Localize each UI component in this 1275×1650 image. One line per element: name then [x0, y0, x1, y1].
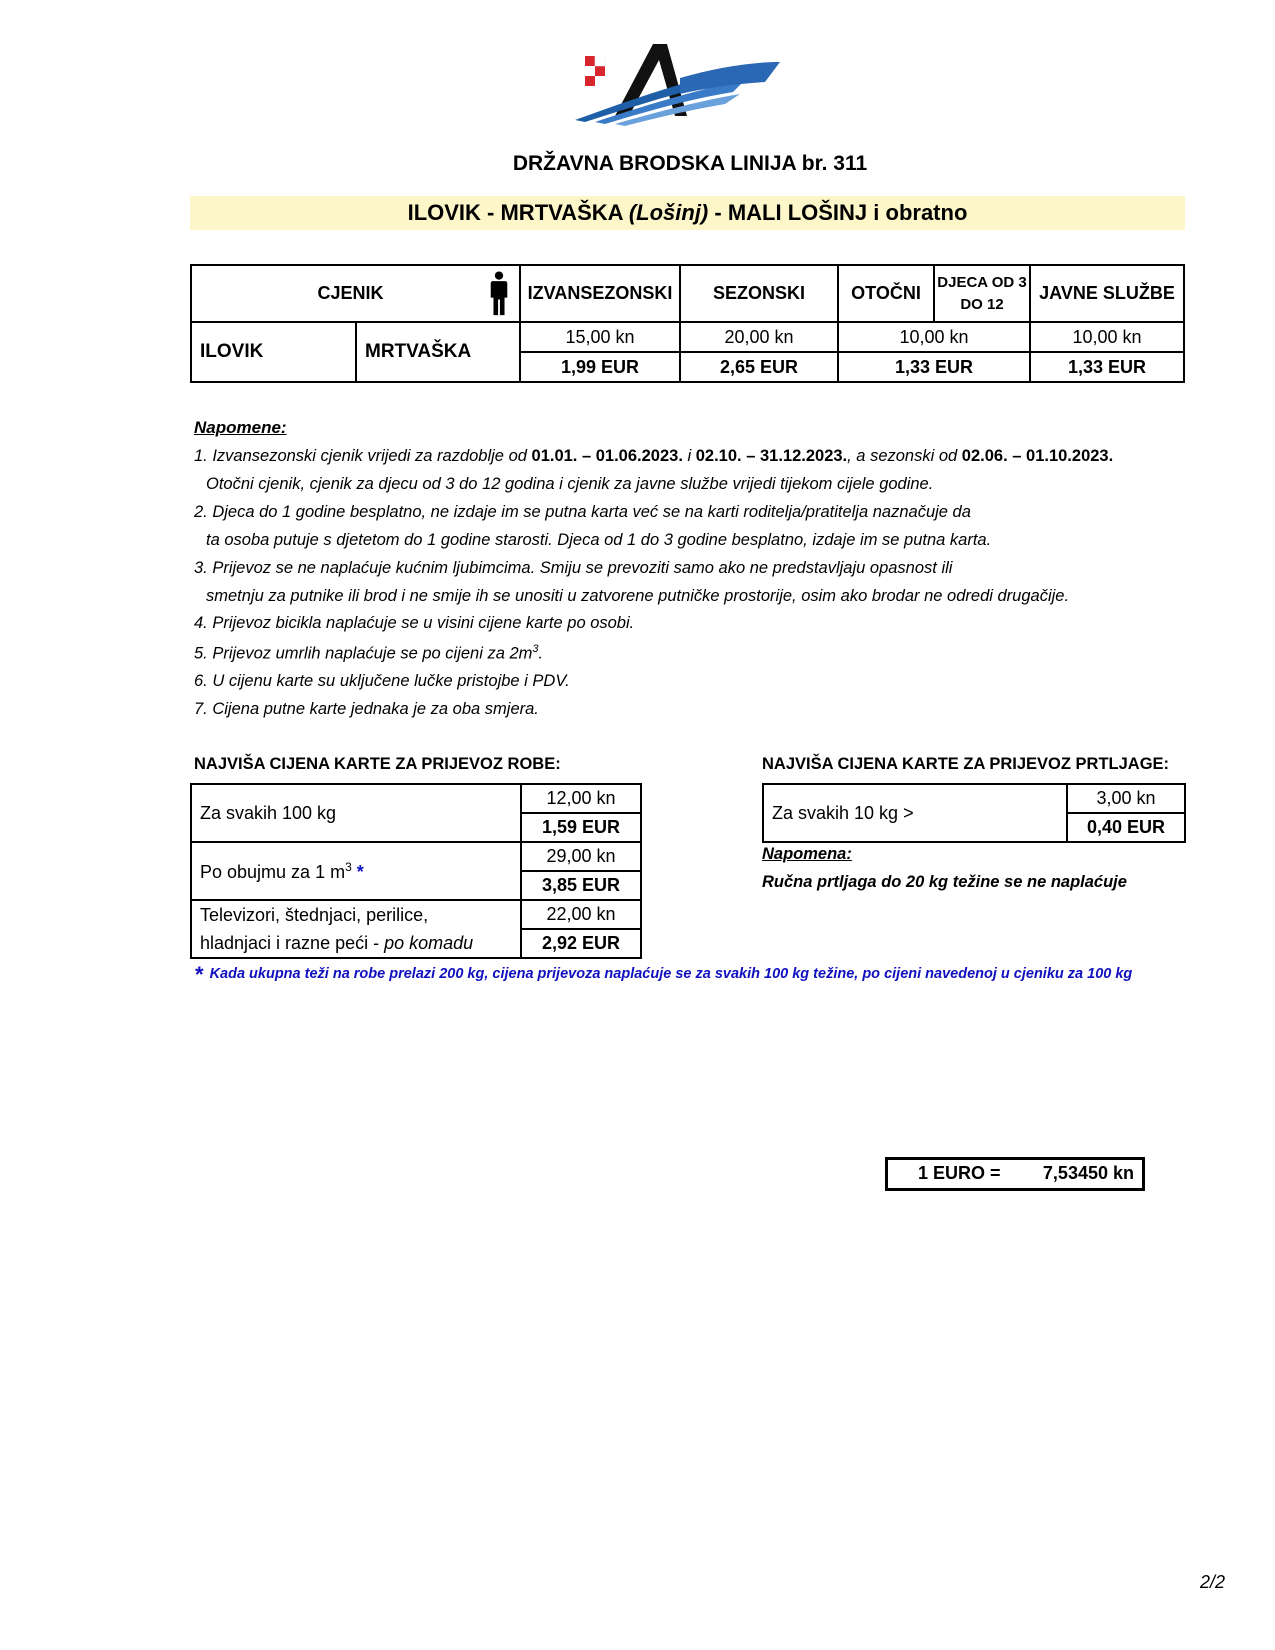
price-row-kn: [191, 322, 1184, 352]
goods-row-2-text: Po obujmu za 1 m: [200, 861, 346, 882]
footnote-text: Kada ukupna teži na robe prelazi 200 kg, cijena prijevoza naplaćuje se za svakih 100 kg težine, po cijeni navedenoj u cjeniku za 100 kg: [209, 966, 1133, 982]
goods-row-3: [191, 900, 641, 929]
note-1a: [194, 447, 1113, 466]
note-4: 4. Prijevoz bicikla naplaćuje se u visini cijene karte po osobi.: [194, 614, 635, 632]
price-eur-javne: 1,33 EUR: [1030, 352, 1184, 382]
from-port: ILOVIK: [191, 322, 356, 382]
goods-row-3-text-b: hladnjaci i razne peći -: [200, 932, 385, 953]
note-5-text: 5. Prijevoz umrlih naplaćuje se po cijeni za 2m: [194, 644, 533, 663]
note-1a-mid2: , a sezonski od: [847, 447, 962, 465]
note-3b: smetnju za putnike ili brod i ne smije ih se unositi u zatvorene putničke prostorije, osim ako brodar ne odredi drugačije.: [206, 587, 1070, 605]
col-otocni: OTOČNI: [838, 265, 934, 322]
col-sezonski: SEZONSKI: [680, 265, 838, 322]
luggage-row-1-eur: 0,40 EUR: [1067, 813, 1185, 842]
goods-row-2-label: [191, 842, 521, 900]
route-title: [190, 197, 1185, 229]
cjenik-cell: [191, 265, 520, 322]
ship-logo: [575, 38, 785, 128]
note-1a-mid: i: [682, 447, 696, 465]
note-1a-text: 1. Izvansezonski cjenik vrijedi za razdoblje od: [194, 447, 532, 465]
note-5: 5. Prijevoz umrlih naplaćuje se po cijeni za $2m^3$.: [194, 643, 544, 663]
page-number: 2/2: [1200, 1572, 1226, 1592]
notes-title: Napomene:: [194, 418, 287, 437]
col-javne-sluzbe: JAVNE SLUŽBE: [1030, 265, 1184, 322]
goods-row-3-text-c: po komadu: [384, 932, 474, 953]
to-port: MRTVAŠKA: [356, 322, 520, 382]
footnote-star: *: [195, 962, 204, 987]
cjenik-label: CJENIK: [317, 283, 384, 303]
note-6: 6. U cijenu karte su uključene lučke pristojbe i PDV.: [194, 672, 570, 690]
col-djeca: DJECA OD 3 DO 12: [934, 265, 1030, 322]
exchange-value: 7,53450 kn: [1042, 1163, 1134, 1183]
price-kn-sezonski: 20,00 kn: [680, 322, 838, 352]
luggage-row-1-kn: 3,00 kn: [1067, 784, 1185, 813]
footnote: [195, 958, 1133, 987]
price-table: [190, 264, 1185, 383]
note-1a-date3: 02.06. – 01.10.2023.: [961, 447, 1114, 465]
goods-row-2-eur: 3,85 EUR: [521, 871, 641, 900]
goods-row-2-kn: 29,00 kn: [521, 842, 641, 871]
exchange-label: 1 EURO =: [918, 1163, 1001, 1183]
goods-table: [190, 783, 642, 959]
note-2b: ta osoba putuje s djetetom do 1 godine starosti. Djeca od 1 do 3 godine besplatno, izdaje im se putna karta.: [206, 531, 992, 549]
person-icon: [489, 271, 509, 317]
note-2a: 2. Djeca do 1 godine besplatno, ne izdaje im se putna karta već se na karti roditelja/pratitelja naznačuje da: [194, 503, 971, 521]
exchange-rate-box: [885, 1157, 1145, 1191]
luggage-row-1-label: Za svakih 10 kg >: [763, 784, 1067, 842]
price-kn-javne: 10,00 kn: [1030, 322, 1184, 352]
goods-row-1-label: Za svakih 100 kg: [191, 784, 521, 842]
price-kn-otocni: 10,00 kn: [838, 322, 1030, 352]
luggage-note-title: Napomena:: [762, 845, 852, 863]
goods-title: NAJVIŠA CIJENA KARTE ZA PRIJEVOZ ROBE:: [194, 755, 561, 773]
price-eur-izvansezonski: 1,99 EUR: [520, 352, 680, 382]
col-izvansezonski: IZVANSEZONSKI: [520, 265, 680, 322]
luggage-table: [762, 783, 1186, 843]
luggage-row-1: [763, 784, 1185, 813]
route-end: - MALI LOŠINJ i obratno: [714, 200, 968, 225]
goods-row-3-eur: 2,92 EUR: [521, 929, 641, 958]
goods-row-2-sup: 3: [345, 859, 352, 874]
price-eur-sezonski: 2,65 EUR: [680, 352, 838, 382]
price-kn-izvansezonski: 15,00 kn: [520, 322, 680, 352]
note-3a: 3. Prijevoz se ne naplaćuje kućnim ljubimcima. Smiju se prevoziti samo ako ne predstavljaju opasnost ili: [194, 559, 953, 577]
goods-row-3-label-b: [191, 929, 521, 958]
line-title: DRŽAVNA BRODSKA LINIJA br. 311: [512, 152, 868, 175]
note-5-sup: 3: [532, 643, 539, 655]
note-7: 7. Cijena putne karte jednaka je za oba smjera.: [194, 700, 539, 718]
goods-row-1-kn: 12,00 kn: [521, 784, 641, 813]
goods-row-1: [191, 784, 641, 813]
goods-row-2-star: *: [356, 861, 364, 882]
price-table-header: [191, 265, 1184, 322]
route-italic: (Lošinj): [628, 200, 709, 225]
goods-row-1-eur: 1,59 EUR: [521, 813, 641, 842]
goods-row-3-label-a: Televizori, štednjaci, perilice,: [191, 900, 521, 929]
goods-row-3-kn: 22,00 kn: [521, 900, 641, 929]
note-1a-date2: 02.10. – 31.12.2023.: [695, 447, 848, 465]
note-1a-date1: 01.01. – 01.06.2023.: [531, 447, 683, 465]
route-main: ILOVIK - MRTVAŠKA: [407, 200, 623, 225]
price-eur-otocni: 1,33 EUR: [838, 352, 1030, 382]
luggage-title: NAJVIŠA CIJENA KARTE ZA PRIJEVOZ PRTLJAGE:: [762, 755, 1170, 773]
luggage-note-text: Ručna prtljaga do 20 kg težine se ne naplaćuje: [762, 873, 1127, 891]
note-1b: Otočni cjenik, cjenik za djecu od 3 do 12 godina i cjenik za javne službe vrijedi tijekom cijele godine.: [206, 475, 934, 493]
goods-row-2: [191, 842, 641, 871]
